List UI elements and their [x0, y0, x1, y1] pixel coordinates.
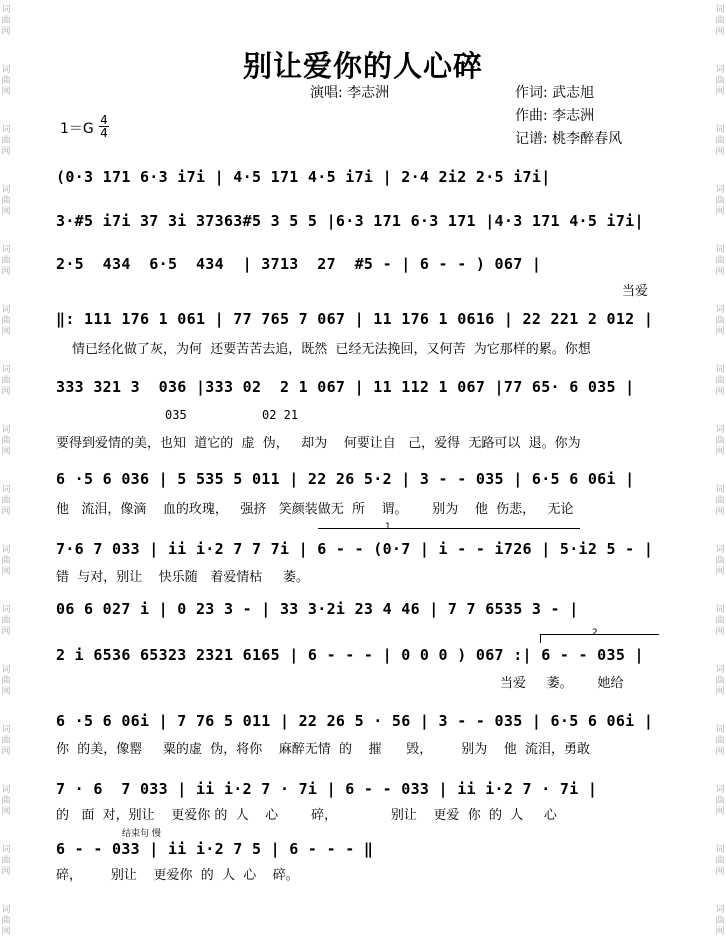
watermark-group	[0, 185, 12, 218]
score-line-2: 3·#5 i7i 37 3i 37363#5 3 5 5 |6·3 171 6·3 171 |4·3 171 4·5 i7i|	[56, 212, 644, 230]
watermark-char: 网	[1, 567, 11, 577]
watermark-char: 词	[715, 725, 725, 735]
watermark-char: 曲	[715, 916, 725, 926]
watermark-group	[0, 365, 12, 398]
watermark-char: 曲	[1, 676, 11, 686]
watermark-group	[714, 305, 726, 338]
watermark-char: 词	[715, 425, 725, 435]
watermark-char: 词	[1, 305, 11, 315]
lyrics-line-4: 情已经化做了灰，为何 还要苦苦去追，既然 已经无法挽回，又何苦 为它那样的累。你想	[72, 342, 591, 357]
watermark-group	[714, 425, 726, 458]
score-line-9: 2 i 6536 65323 2321 6165 | 6 - - - | 0 0 0 ) 067 :| 6 - - 035 |	[56, 646, 644, 664]
watermark-char: 词	[715, 905, 725, 915]
watermark-char: 曲	[715, 556, 725, 566]
watermark-group	[714, 125, 726, 158]
watermark-char: 曲	[715, 316, 725, 326]
watermark-char: 网	[1, 747, 11, 757]
watermark-char: 网	[715, 327, 725, 337]
watermark-char: 词	[1, 125, 11, 135]
watermark-char: 词	[715, 785, 725, 795]
score-line-4: ‖: 111 176 1 061 | 77 765 7 067 | 11 176 1 0616 | 22 221 2 012 |	[56, 310, 654, 328]
watermark-group	[714, 905, 726, 938]
watermark-char: 词	[715, 305, 725, 315]
watermark-char: 曲	[715, 676, 725, 686]
watermark-char: 曲	[1, 856, 11, 866]
watermark-group	[714, 665, 726, 698]
ossia-a: 035	[165, 408, 187, 422]
watermark-group	[714, 785, 726, 818]
watermark-char: 曲	[1, 316, 11, 326]
watermark-char: 网	[1, 267, 11, 277]
watermark-group	[0, 5, 12, 38]
watermark-char: 网	[1, 387, 11, 397]
watermark-char: 词	[715, 5, 725, 15]
watermark-char: 词	[715, 125, 725, 135]
watermark-char: 词	[715, 605, 725, 615]
ending-annotation: 结束句 慢	[122, 829, 161, 839]
watermark-char: 曲	[715, 796, 725, 806]
watermark-char: 曲	[1, 496, 11, 506]
watermark-char: 词	[715, 545, 725, 555]
watermark-char: 网	[715, 87, 725, 97]
song-title: 别让爱你的人心碎	[242, 49, 483, 83]
watermark-char: 网	[1, 327, 11, 337]
watermark-char: 词	[1, 185, 11, 195]
watermark-char: 词	[1, 725, 11, 735]
watermark-char: 曲	[715, 856, 725, 866]
watermark-char: 曲	[1, 736, 11, 746]
transcriber-credit: 记谱: 桃李醉春风	[515, 131, 623, 147]
watermark-char: 网	[1, 27, 11, 37]
watermark-char: 词	[715, 665, 725, 675]
watermark-char: 曲	[1, 916, 11, 926]
watermark-char: 网	[1, 147, 11, 157]
watermark-group	[714, 605, 726, 638]
watermark-char: 网	[715, 687, 725, 697]
watermark-group	[714, 545, 726, 578]
watermark-char: 词	[715, 65, 725, 75]
ossia-b: 02 21	[262, 408, 299, 422]
watermark-group	[0, 305, 12, 338]
lyrics-line-6: 他 流泪，像滴 血的玫瑰， 强挤 笑颜装做无 所 谓。 别为 他 伤悲， 无论	[56, 502, 574, 517]
watermark-char: 曲	[715, 196, 725, 206]
watermark-char: 词	[715, 845, 725, 855]
time-signature	[99, 114, 109, 139]
watermark-char: 词	[1, 605, 11, 615]
watermark-char: 曲	[715, 76, 725, 86]
lyrics-line-3: 当爱	[622, 284, 649, 299]
score-line-1: (0·3 171 6·3 i7i | 4·5 171 4·5 i7i | 2·4 2i2 2·5 i7i|	[56, 168, 551, 186]
watermark-group	[0, 665, 12, 698]
score-line-7: 7·6 7 033 | ii i·2 7 7 7i | 6 - - (0·7 | i - - i726 | 5·i2 5 - |	[56, 540, 654, 558]
watermark-char: 网	[1, 507, 11, 517]
lyrics-line-12: 碎， 别让 更爱你 的 人 心 碎。	[56, 868, 299, 883]
watermark-char: 曲	[715, 496, 725, 506]
watermark-char: 网	[715, 387, 725, 397]
watermark-char: 词	[1, 5, 11, 15]
lyrics-line-5: 要得到爱情的美，也知 道它的 虚 伪， 却为 何要让自 己，爱得 无路可以 退。你为	[56, 436, 581, 451]
watermark-group	[0, 605, 12, 638]
lyrics-line-10: 你 的美，像罂 粟的虚 伪，将你 麻醉无情 的 摧 毁， 别为 他 流泪，勇敢	[56, 742, 591, 757]
score-line-11: 7 · 6 7 033 | ii i·2 7 · 7i | 6 - - 033 | ii i·2 7 · 7i |	[56, 780, 598, 798]
time-signature-numerator: 4	[100, 113, 108, 127]
watermark-char: 网	[1, 687, 11, 697]
watermark-char: 词	[715, 485, 725, 495]
score-line-10: 6 ·5 6 06i | 7 76 5 011 | 22 26 5 · 56 | 3 - - 035 | 6·5 6 06i |	[56, 712, 654, 730]
watermark-char: 网	[1, 447, 11, 457]
watermark-right	[714, 0, 726, 948]
volta-1-label: 1	[385, 522, 391, 532]
watermark-char: 曲	[1, 376, 11, 386]
watermark-char: 词	[1, 785, 11, 795]
watermark-group	[714, 245, 726, 278]
watermark-char: 网	[1, 87, 11, 97]
watermark-char: 网	[715, 627, 725, 637]
watermark-char: 曲	[715, 436, 725, 446]
watermark-char: 网	[715, 807, 725, 817]
watermark-group	[714, 725, 726, 758]
watermark-group	[0, 905, 12, 938]
watermark-char: 词	[1, 365, 11, 375]
watermark-char: 词	[715, 185, 725, 195]
watermark-left	[0, 0, 12, 948]
volta-1-bracket	[318, 528, 580, 537]
lyricist-credit: 作词: 武志旭	[515, 85, 595, 101]
volta-2-bracket	[540, 634, 659, 643]
watermark-char: 词	[1, 425, 11, 435]
watermark-char: 网	[715, 927, 725, 937]
watermark-char: 网	[715, 27, 725, 37]
watermark-group	[714, 5, 726, 38]
watermark-char: 网	[715, 207, 725, 217]
watermark-char: 词	[1, 665, 11, 675]
score-line-12: 6 - - 033 | ii i·2 7 5 | 6 - - - ‖	[56, 840, 374, 858]
score-line-5: 333 321 3 036 |333 02 2 1 067 | 11 112 1 067 |77 65· 6 035 |	[56, 378, 635, 396]
watermark-group	[0, 785, 12, 818]
watermark-char: 曲	[1, 556, 11, 566]
watermark-char: 曲	[1, 136, 11, 146]
score-line-3: 2·5 434 6·5 434 | 3713 27 #5 - | 6 - - ) 067 |	[56, 255, 542, 273]
watermark-group	[714, 845, 726, 878]
watermark-char: 曲	[715, 136, 725, 146]
watermark-char: 曲	[715, 616, 725, 626]
lyrics-line-11: 的 面 对，别让 更爱你 的 人 心 碎， 别让 更爱 你 的 人 心	[56, 808, 557, 823]
watermark-group	[0, 725, 12, 758]
watermark-char: 词	[715, 365, 725, 375]
volta-2-label: 2	[592, 628, 598, 638]
watermark-group	[0, 485, 12, 518]
watermark-char: 词	[1, 905, 11, 915]
score-line-6: 6 ·5 6 036 | 5 535 5 011 | 22 26 5·2 | 3 - - 035 | 6·5 6 06i |	[56, 470, 635, 488]
singer-credit: 演唱: 李志洲	[310, 85, 390, 101]
watermark-char: 曲	[1, 796, 11, 806]
watermark-char: 曲	[715, 16, 725, 26]
watermark-char: 网	[715, 147, 725, 157]
watermark-char: 网	[1, 807, 11, 817]
watermark-char: 网	[715, 867, 725, 877]
watermark-char: 曲	[1, 16, 11, 26]
watermark-char: 曲	[1, 256, 11, 266]
watermark-char: 网	[715, 507, 725, 517]
watermark-char: 词	[1, 545, 11, 555]
lyrics-line-7: 错 与对，别让 快乐随 着爱情枯 萎。	[56, 570, 309, 585]
watermark-char: 曲	[715, 736, 725, 746]
watermark-char: 曲	[1, 436, 11, 446]
watermark-group	[714, 485, 726, 518]
watermark-group	[714, 185, 726, 218]
watermark-group	[0, 845, 12, 878]
watermark-group	[0, 425, 12, 458]
watermark-char: 网	[715, 747, 725, 757]
key-signature: 1＝G	[60, 121, 94, 137]
lyrics-line-9: 当爱 萎。 她给	[500, 676, 624, 691]
composer-credit: 作曲: 李志洲	[515, 108, 595, 124]
watermark-char: 曲	[1, 196, 11, 206]
score-line-8: 06 6 027 i | 0 23 3 - | 33 3·2i 23 4 46 | 7 7 6535 3 - |	[56, 600, 579, 618]
watermark-char: 词	[1, 845, 11, 855]
watermark-char: 网	[715, 267, 725, 277]
watermark-char: 曲	[1, 76, 11, 86]
time-signature-denominator: 4	[100, 126, 108, 140]
watermark-char: 曲	[715, 376, 725, 386]
watermark-char: 网	[715, 567, 725, 577]
watermark-char: 网	[1, 867, 11, 877]
watermark-char: 词	[715, 245, 725, 255]
watermark-char: 词	[1, 65, 11, 75]
watermark-char: 词	[1, 245, 11, 255]
watermark-char: 网	[1, 207, 11, 217]
watermark-char: 网	[1, 927, 11, 937]
watermark-char: 曲	[1, 616, 11, 626]
watermark-char: 网	[1, 627, 11, 637]
watermark-char: 词	[1, 485, 11, 495]
watermark-group	[0, 125, 12, 158]
watermark-group	[0, 545, 12, 578]
watermark-char: 曲	[715, 256, 725, 266]
watermark-char: 网	[715, 447, 725, 457]
watermark-group	[0, 245, 12, 278]
watermark-group	[714, 365, 726, 398]
